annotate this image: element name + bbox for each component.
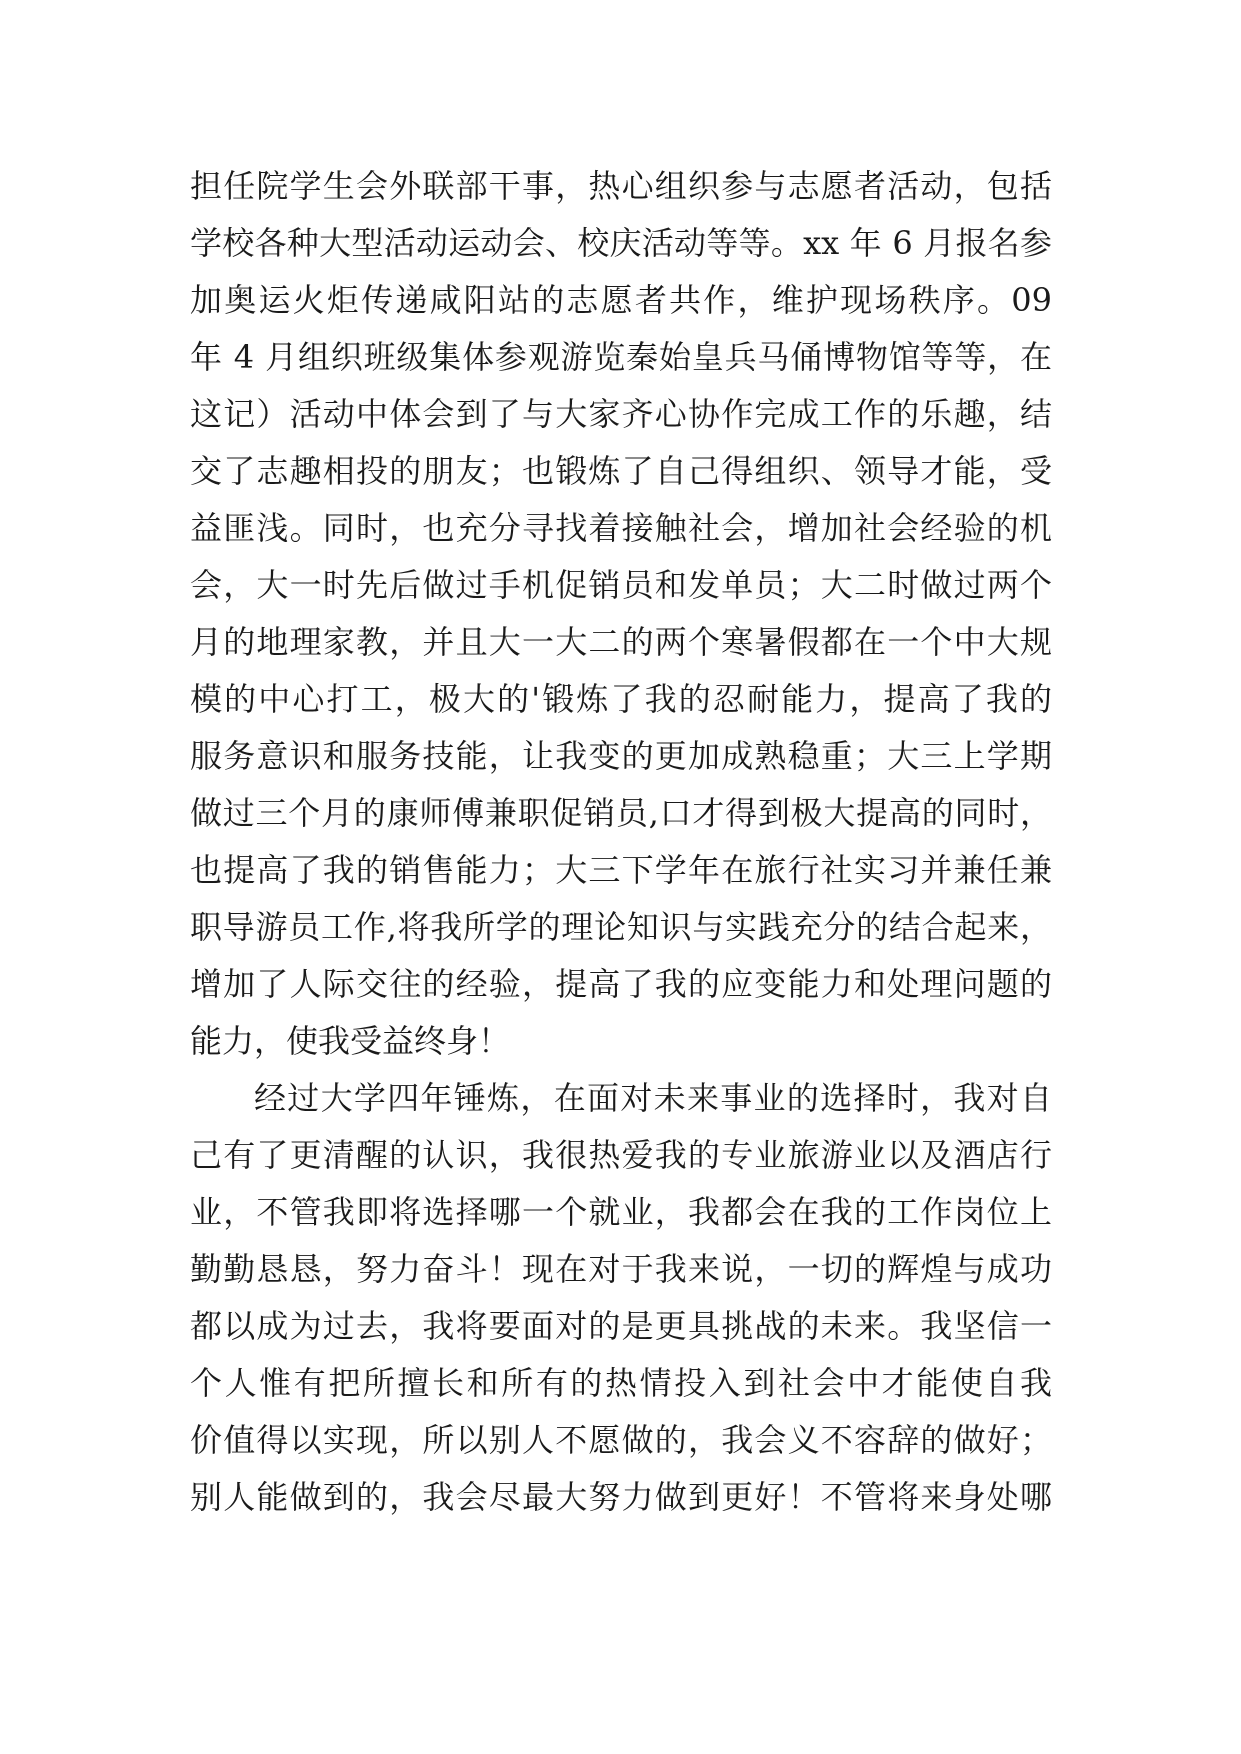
text-line: 个人惟有把所擅长和所有的热情投入到社会中才能使自我 <box>190 1364 1052 1402</box>
text-line: 这记）活动中体会到了与大家齐心协作完成工作的乐趣，结 <box>190 395 1052 433</box>
text-line: 担任院学生会外联部干事，热心组织参与志愿者活动，包括 <box>190 167 1052 205</box>
text-line: 别人能做到的，我会尽最大努力做到更好！不管将来身处哪 <box>190 1478 1052 1516</box>
text-line: 己有了更清醒的认识，我很热爱我的专业旅游业以及酒店行 <box>190 1136 1052 1174</box>
text-line: 也提高了我的销售能力；大三下学年在旅行社实习并兼任兼 <box>190 851 1052 889</box>
text-line: 服务意识和服务技能，让我变的更加成熟稳重；大三上学期 <box>190 737 1052 775</box>
paragraph-2 <box>190 1070 1052 1526</box>
text-line: 价值得以实现，所以别人不愿做的，我会义不容辞的做好； <box>190 1421 1052 1459</box>
text-line: 做过三个月的康师傅兼职促销员,口才得到极大提高的同时， <box>190 794 1052 832</box>
document-body <box>190 158 1052 1526</box>
text-line: 经过大学四年锤炼，在面对未来事业的选择时，我对自 <box>254 1079 1052 1117</box>
text-line: 加奥运火炬传递咸阳站的志愿者共作，维护现场秩序。09 <box>190 281 1052 319</box>
text-line: 模的中心打工，极大的'锻炼了我的忍耐能力，提高了我的 <box>190 680 1052 718</box>
text-line: 增加了人际交往的经验，提高了我的应变能力和处理问题的 <box>190 965 1052 1003</box>
text-line: 职导游员工作,将我所学的理论知识与实践充分的结合起来， <box>190 908 1052 946</box>
text-line: 学校各种大型活动运动会、校庆活动等等。xx 年 6 月报名参 <box>190 224 1052 262</box>
text-line: 会，大一时先后做过手机促销员和发单员；大二时做过两个 <box>190 566 1052 604</box>
text-line: 年 4 月组织班级集体参观游览秦始皇兵马俑博物馆等等，在 <box>190 338 1052 376</box>
text-line: 都以成为过去，我将要面对的是更具挑战的未来。我坚信一 <box>190 1307 1052 1345</box>
text-line: 月的地理家教，并且大一大二的两个寒暑假都在一个中大规 <box>190 623 1052 661</box>
text-line: 能力，使我受益终身！ <box>190 1022 511 1060</box>
text-line: 勤勤恳恳，努力奋斗！现在对于我来说，一切的辉煌与成功 <box>190 1250 1052 1288</box>
text-line: 益匪浅。同时，也充分寻找着接触社会，增加社会经验的机 <box>190 509 1052 547</box>
text-line: 业，不管我即将选择哪一个就业，我都会在我的工作岗位上 <box>190 1193 1052 1231</box>
text-line: 交了志趣相投的朋友；也锻炼了自己得组织、领导才能，受 <box>190 452 1052 490</box>
paragraph-1 <box>190 158 1052 1070</box>
